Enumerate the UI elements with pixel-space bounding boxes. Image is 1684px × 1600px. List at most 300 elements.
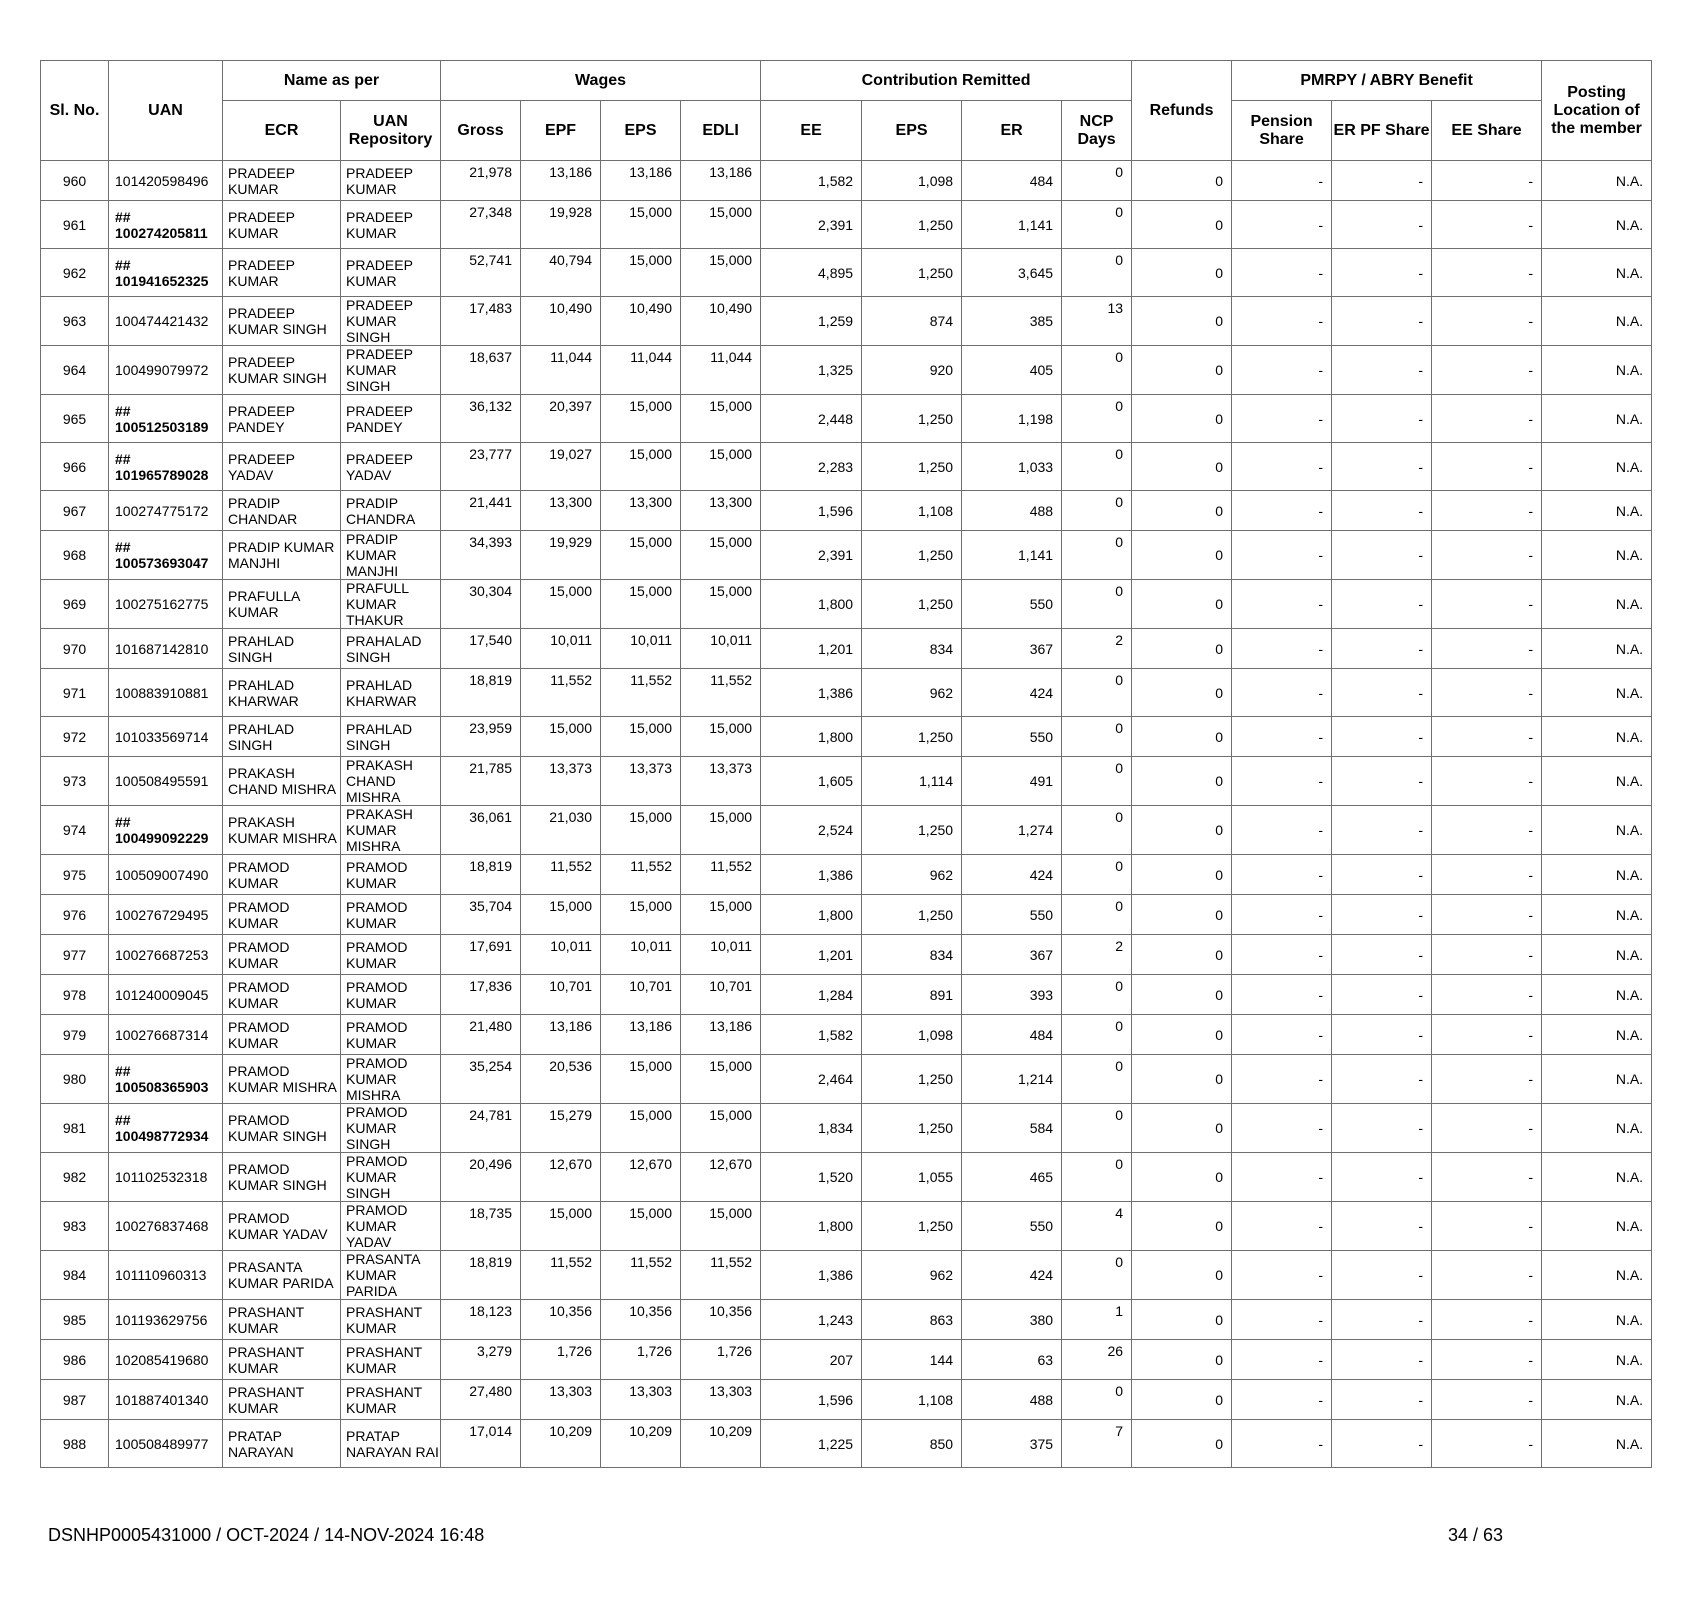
cell-gross: 52,741 bbox=[441, 249, 521, 297]
cell-er-pf-share: - bbox=[1332, 757, 1432, 806]
cell-name-ecr: PRASHANT KUMAR bbox=[223, 1300, 341, 1340]
cell-ee-share: - bbox=[1432, 161, 1542, 201]
cell-eps-contribution: 863 bbox=[862, 1300, 962, 1340]
cell-sl-no: 981 bbox=[41, 1104, 109, 1153]
cell-uan: 100275162775 bbox=[109, 580, 223, 629]
cell-pension-share: - bbox=[1232, 346, 1332, 395]
cell-gross: 23,959 bbox=[441, 717, 521, 757]
cell-epf: 10,701 bbox=[521, 975, 601, 1015]
cell-ncp-days: 2 bbox=[1062, 935, 1132, 975]
cell-eps-contribution: 1,250 bbox=[862, 443, 962, 491]
cell-eps: 10,011 bbox=[601, 629, 681, 669]
table-row bbox=[41, 161, 1652, 201]
cell-er: 375 bbox=[962, 1420, 1062, 1468]
cell-ee-share: - bbox=[1432, 1015, 1542, 1055]
cell-ncp-days: 0 bbox=[1062, 1104, 1132, 1153]
cell-uan: 101887401340 bbox=[109, 1380, 223, 1420]
cell-refunds: 0 bbox=[1132, 629, 1232, 669]
cell-uan: 101240009045 bbox=[109, 975, 223, 1015]
cell-ee: 1,284 bbox=[761, 975, 862, 1015]
table-row bbox=[41, 629, 1652, 669]
cell-refunds: 0 bbox=[1132, 806, 1232, 855]
cell-edli: 13,303 bbox=[681, 1380, 761, 1420]
cell-ee-share: - bbox=[1432, 855, 1542, 895]
cell-sl-no: 967 bbox=[41, 491, 109, 531]
cell-name-ecr: PRAHLAD SINGH bbox=[223, 717, 341, 757]
cell-eps: 15,000 bbox=[601, 580, 681, 629]
header-gross: Gross bbox=[441, 101, 521, 161]
cell-ncp-days: 0 bbox=[1062, 669, 1132, 717]
cell-name-uan-repository: PRADEEP PANDEY bbox=[341, 395, 441, 443]
cell-er: 367 bbox=[962, 935, 1062, 975]
cell-refunds: 0 bbox=[1132, 1340, 1232, 1380]
cell-ncp-days: 0 bbox=[1062, 1015, 1132, 1055]
cell-eps-contribution: 891 bbox=[862, 975, 962, 1015]
cell-uan: ## 100508365903 bbox=[109, 1055, 223, 1104]
cell-gross: 17,836 bbox=[441, 975, 521, 1015]
cell-epf: 13,300 bbox=[521, 491, 601, 531]
cell-posting-location: N.A. bbox=[1542, 855, 1652, 895]
table-row bbox=[41, 1153, 1652, 1202]
cell-eps: 13,186 bbox=[601, 1015, 681, 1055]
cell-eps-contribution: 1,098 bbox=[862, 1015, 962, 1055]
cell-eps: 11,552 bbox=[601, 669, 681, 717]
cell-eps: 13,300 bbox=[601, 491, 681, 531]
cell-eps-contribution: 1,250 bbox=[862, 1202, 962, 1251]
cell-gross: 18,637 bbox=[441, 346, 521, 395]
cell-ee-share: - bbox=[1432, 629, 1542, 669]
cell-uan: 100274775172 bbox=[109, 491, 223, 531]
cell-eps: 10,356 bbox=[601, 1300, 681, 1340]
cell-name-ecr: PRADIP KUMAR MANJHI bbox=[223, 531, 341, 580]
cell-eps-contribution: 874 bbox=[862, 297, 962, 346]
cell-er: 424 bbox=[962, 855, 1062, 895]
table-row bbox=[41, 491, 1652, 531]
header-eps: EPS bbox=[601, 101, 681, 161]
cell-ee-share: - bbox=[1432, 1202, 1542, 1251]
cell-sl-no: 966 bbox=[41, 443, 109, 491]
cell-sl-no: 972 bbox=[41, 717, 109, 757]
cell-refunds: 0 bbox=[1132, 1104, 1232, 1153]
table-row bbox=[41, 1380, 1652, 1420]
cell-eps: 15,000 bbox=[601, 1104, 681, 1153]
table-row bbox=[41, 1340, 1652, 1380]
cell-gross: 34,393 bbox=[441, 531, 521, 580]
cell-er-pf-share: - bbox=[1332, 717, 1432, 757]
header-ee: EE bbox=[761, 101, 862, 161]
cell-posting-location: N.A. bbox=[1542, 201, 1652, 249]
cell-er: 1,274 bbox=[962, 806, 1062, 855]
cell-edli: 15,000 bbox=[681, 395, 761, 443]
cell-epf: 15,000 bbox=[521, 717, 601, 757]
cell-refunds: 0 bbox=[1132, 1015, 1232, 1055]
cell-ee-share: - bbox=[1432, 1104, 1542, 1153]
cell-eps: 12,670 bbox=[601, 1153, 681, 1202]
cell-eps-contribution: 144 bbox=[862, 1340, 962, 1380]
cell-sl-no: 969 bbox=[41, 580, 109, 629]
cell-name-ecr: PRAMOD KUMAR bbox=[223, 935, 341, 975]
cell-edli: 10,011 bbox=[681, 935, 761, 975]
cell-eps-contribution: 1,250 bbox=[862, 1104, 962, 1153]
cell-eps-contribution: 1,250 bbox=[862, 531, 962, 580]
cell-posting-location: N.A. bbox=[1542, 249, 1652, 297]
cell-posting-location: N.A. bbox=[1542, 975, 1652, 1015]
header-posting-location: Posting Location of the member bbox=[1542, 61, 1652, 161]
cell-epf: 11,044 bbox=[521, 346, 601, 395]
cell-er: 550 bbox=[962, 717, 1062, 757]
cell-edli: 15,000 bbox=[681, 1202, 761, 1251]
cell-er-pf-share: - bbox=[1332, 443, 1432, 491]
cell-er: 488 bbox=[962, 1380, 1062, 1420]
cell-posting-location: N.A. bbox=[1542, 346, 1652, 395]
cell-name-uan-repository: PRASHANT KUMAR bbox=[341, 1300, 441, 1340]
cell-epf: 11,552 bbox=[521, 1251, 601, 1300]
cell-er-pf-share: - bbox=[1332, 1420, 1432, 1468]
cell-ee: 1,201 bbox=[761, 629, 862, 669]
cell-name-uan-repository: PRAKASH CHAND MISHRA bbox=[341, 757, 441, 806]
cell-ee-share: - bbox=[1432, 669, 1542, 717]
cell-eps-contribution: 834 bbox=[862, 935, 962, 975]
cell-uan: 100276837468 bbox=[109, 1202, 223, 1251]
cell-pension-share: - bbox=[1232, 1104, 1332, 1153]
cell-er: 550 bbox=[962, 580, 1062, 629]
cell-name-ecr: PRASHANT KUMAR bbox=[223, 1340, 341, 1380]
cell-posting-location: N.A. bbox=[1542, 1202, 1652, 1251]
cell-refunds: 0 bbox=[1132, 1380, 1232, 1420]
table-body bbox=[41, 161, 1652, 1468]
cell-uan: ## 101941652325 bbox=[109, 249, 223, 297]
cell-ee-share: - bbox=[1432, 1420, 1542, 1468]
cell-gross: 17,540 bbox=[441, 629, 521, 669]
cell-sl-no: 980 bbox=[41, 1055, 109, 1104]
cell-edli: 15,000 bbox=[681, 580, 761, 629]
cell-name-ecr: PRAMOD KUMAR bbox=[223, 975, 341, 1015]
cell-name-uan-repository: PRAMOD KUMAR bbox=[341, 935, 441, 975]
cell-ee: 1,582 bbox=[761, 161, 862, 201]
cell-pension-share: - bbox=[1232, 895, 1332, 935]
cell-pension-share: - bbox=[1232, 855, 1332, 895]
cell-eps: 11,552 bbox=[601, 1251, 681, 1300]
cell-name-ecr: PRADEEP PANDEY bbox=[223, 395, 341, 443]
cell-pension-share: - bbox=[1232, 669, 1332, 717]
cell-uan: 101033569714 bbox=[109, 717, 223, 757]
cell-ncp-days: 1 bbox=[1062, 1300, 1132, 1340]
cell-edli: 15,000 bbox=[681, 1104, 761, 1153]
cell-name-uan-repository: PRADEEP KUMAR SINGH bbox=[341, 297, 441, 346]
cell-posting-location: N.A. bbox=[1542, 161, 1652, 201]
cell-eps: 11,552 bbox=[601, 855, 681, 895]
cell-name-uan-repository: PRAMOD KUMAR YADAV bbox=[341, 1202, 441, 1251]
cell-sl-no: 962 bbox=[41, 249, 109, 297]
cell-ee-share: - bbox=[1432, 1055, 1542, 1104]
cell-eps-contribution: 1,250 bbox=[862, 249, 962, 297]
cell-sl-no: 976 bbox=[41, 895, 109, 935]
cell-er-pf-share: - bbox=[1332, 669, 1432, 717]
cell-gross: 18,819 bbox=[441, 855, 521, 895]
cell-ee: 1,201 bbox=[761, 935, 862, 975]
cell-refunds: 0 bbox=[1132, 297, 1232, 346]
cell-pension-share: - bbox=[1232, 1420, 1332, 1468]
cell-pension-share: - bbox=[1232, 1380, 1332, 1420]
cell-ncp-days: 7 bbox=[1062, 1420, 1132, 1468]
cell-er: 465 bbox=[962, 1153, 1062, 1202]
cell-posting-location: N.A. bbox=[1542, 1380, 1652, 1420]
cell-er: 1,141 bbox=[962, 201, 1062, 249]
cell-ncp-days: 0 bbox=[1062, 249, 1132, 297]
cell-eps-contribution: 1,250 bbox=[862, 717, 962, 757]
cell-pension-share: - bbox=[1232, 629, 1332, 669]
cell-refunds: 0 bbox=[1132, 935, 1232, 975]
cell-ncp-days: 0 bbox=[1062, 1153, 1132, 1202]
cell-gross: 27,348 bbox=[441, 201, 521, 249]
cell-refunds: 0 bbox=[1132, 531, 1232, 580]
cell-ee-share: - bbox=[1432, 1251, 1542, 1300]
cell-ee: 2,524 bbox=[761, 806, 862, 855]
cell-eps-contribution: 962 bbox=[862, 1251, 962, 1300]
cell-name-uan-repository: PRAMOD KUMAR MISHRA bbox=[341, 1055, 441, 1104]
cell-name-uan-repository: PRAHALAD SINGH bbox=[341, 629, 441, 669]
cell-posting-location: N.A. bbox=[1542, 297, 1652, 346]
cell-gross: 24,781 bbox=[441, 1104, 521, 1153]
cell-eps-contribution: 1,108 bbox=[862, 1380, 962, 1420]
cell-name-ecr: PRAHLAD KHARWAR bbox=[223, 669, 341, 717]
cell-eps: 11,044 bbox=[601, 346, 681, 395]
cell-name-ecr: PRAMOD KUMAR bbox=[223, 855, 341, 895]
cell-ncp-days: 0 bbox=[1062, 346, 1132, 395]
cell-ee: 1,596 bbox=[761, 1380, 862, 1420]
cell-pension-share: - bbox=[1232, 1015, 1332, 1055]
cell-refunds: 0 bbox=[1132, 395, 1232, 443]
cell-epf: 19,928 bbox=[521, 201, 601, 249]
header-ncp-days: NCP Days bbox=[1062, 101, 1132, 161]
cell-eps: 15,000 bbox=[601, 1202, 681, 1251]
cell-ncp-days: 0 bbox=[1062, 806, 1132, 855]
cell-er: 367 bbox=[962, 629, 1062, 669]
cell-er-pf-share: - bbox=[1332, 580, 1432, 629]
cell-epf: 21,030 bbox=[521, 806, 601, 855]
cell-sl-no: 977 bbox=[41, 935, 109, 975]
cell-sl-no: 960 bbox=[41, 161, 109, 201]
cell-gross: 23,777 bbox=[441, 443, 521, 491]
cell-name-uan-repository: PRADIP CHANDRA bbox=[341, 491, 441, 531]
table-row bbox=[41, 201, 1652, 249]
cell-er-pf-share: - bbox=[1332, 1104, 1432, 1153]
header-pension-share: Pension Share bbox=[1232, 101, 1332, 161]
table-row bbox=[41, 935, 1652, 975]
cell-er-pf-share: - bbox=[1332, 1380, 1432, 1420]
cell-eps-contribution: 1,114 bbox=[862, 757, 962, 806]
cell-er-pf-share: - bbox=[1332, 855, 1432, 895]
cell-gross: 30,304 bbox=[441, 580, 521, 629]
cell-name-ecr: PRADEEP KUMAR bbox=[223, 161, 341, 201]
cell-er: 1,198 bbox=[962, 395, 1062, 443]
cell-er: 424 bbox=[962, 669, 1062, 717]
cell-eps-contribution: 1,250 bbox=[862, 580, 962, 629]
table-row bbox=[41, 757, 1652, 806]
cell-sl-no: 986 bbox=[41, 1340, 109, 1380]
cell-epf: 15,279 bbox=[521, 1104, 601, 1153]
cell-name-ecr: PRADEEP KUMAR bbox=[223, 201, 341, 249]
cell-name-uan-repository: PRADIP KUMAR MANJHI bbox=[341, 531, 441, 580]
cell-eps-contribution: 920 bbox=[862, 346, 962, 395]
cell-eps: 13,303 bbox=[601, 1380, 681, 1420]
cell-uan: ## 100512503189 bbox=[109, 395, 223, 443]
cell-edli: 10,356 bbox=[681, 1300, 761, 1340]
cell-gross: 20,496 bbox=[441, 1153, 521, 1202]
cell-er: 1,214 bbox=[962, 1055, 1062, 1104]
cell-sl-no: 971 bbox=[41, 669, 109, 717]
cell-gross: 18,735 bbox=[441, 1202, 521, 1251]
cell-eps-contribution: 1,250 bbox=[862, 806, 962, 855]
cell-ee-share: - bbox=[1432, 201, 1542, 249]
cell-sl-no: 973 bbox=[41, 757, 109, 806]
cell-ncp-days: 0 bbox=[1062, 855, 1132, 895]
cell-posting-location: N.A. bbox=[1542, 1104, 1652, 1153]
cell-name-uan-repository: PRADEEP KUMAR SINGH bbox=[341, 346, 441, 395]
cell-uan: 100883910881 bbox=[109, 669, 223, 717]
cell-uan: 101420598496 bbox=[109, 161, 223, 201]
cell-edli: 13,300 bbox=[681, 491, 761, 531]
cell-name-ecr: PRADEEP KUMAR SINGH bbox=[223, 297, 341, 346]
cell-name-uan-repository: PRAMOD KUMAR bbox=[341, 975, 441, 1015]
cell-pension-share: - bbox=[1232, 1153, 1332, 1202]
cell-edli: 13,373 bbox=[681, 757, 761, 806]
cell-ee: 2,283 bbox=[761, 443, 862, 491]
cell-refunds: 0 bbox=[1132, 895, 1232, 935]
cell-er-pf-share: - bbox=[1332, 1251, 1432, 1300]
cell-posting-location: N.A. bbox=[1542, 1055, 1652, 1104]
table-row bbox=[41, 580, 1652, 629]
cell-pension-share: - bbox=[1232, 249, 1332, 297]
cell-ncp-days: 0 bbox=[1062, 1251, 1132, 1300]
cell-name-ecr: PRADEEP KUMAR SINGH bbox=[223, 346, 341, 395]
table-row bbox=[41, 443, 1652, 491]
cell-refunds: 0 bbox=[1132, 1420, 1232, 1468]
cell-edli: 15,000 bbox=[681, 443, 761, 491]
cell-epf: 10,356 bbox=[521, 1300, 601, 1340]
table-row bbox=[41, 395, 1652, 443]
cell-ncp-days: 0 bbox=[1062, 757, 1132, 806]
cell-name-uan-repository: PRAHLAD KHARWAR bbox=[341, 669, 441, 717]
cell-pension-share: - bbox=[1232, 1251, 1332, 1300]
cell-name-ecr: PRASHANT KUMAR bbox=[223, 1380, 341, 1420]
cell-pension-share: - bbox=[1232, 975, 1332, 1015]
cell-er-pf-share: - bbox=[1332, 249, 1432, 297]
cell-name-uan-repository: PRATAP NARAYAN RAI bbox=[341, 1420, 441, 1468]
cell-epf: 10,490 bbox=[521, 297, 601, 346]
cell-eps-contribution: 962 bbox=[862, 669, 962, 717]
cell-gross: 21,785 bbox=[441, 757, 521, 806]
cell-posting-location: N.A. bbox=[1542, 717, 1652, 757]
cell-sl-no: 987 bbox=[41, 1380, 109, 1420]
cell-eps: 15,000 bbox=[601, 806, 681, 855]
header-uan: UAN bbox=[109, 61, 223, 161]
cell-pension-share: - bbox=[1232, 1055, 1332, 1104]
header-wages: Wages bbox=[441, 61, 761, 101]
cell-er: 550 bbox=[962, 1202, 1062, 1251]
cell-ncp-days: 0 bbox=[1062, 161, 1132, 201]
cell-er-pf-share: - bbox=[1332, 1340, 1432, 1380]
cell-name-uan-repository: PRADEEP KUMAR bbox=[341, 249, 441, 297]
cell-posting-location: N.A. bbox=[1542, 491, 1652, 531]
cell-ncp-days: 0 bbox=[1062, 443, 1132, 491]
cell-uan: 100508489977 bbox=[109, 1420, 223, 1468]
cell-er: 550 bbox=[962, 895, 1062, 935]
cell-uan: 100276687253 bbox=[109, 935, 223, 975]
cell-edli: 11,552 bbox=[681, 855, 761, 895]
cell-ee: 2,391 bbox=[761, 201, 862, 249]
cell-uan: ## 100499092229 bbox=[109, 806, 223, 855]
cell-edli: 15,000 bbox=[681, 806, 761, 855]
cell-eps-contribution: 1,250 bbox=[862, 895, 962, 935]
cell-pension-share: - bbox=[1232, 297, 1332, 346]
cell-refunds: 0 bbox=[1132, 1055, 1232, 1104]
cell-uan: ## 100573693047 bbox=[109, 531, 223, 580]
cell-refunds: 0 bbox=[1132, 717, 1232, 757]
table-row bbox=[41, 1015, 1652, 1055]
cell-epf: 10,011 bbox=[521, 629, 601, 669]
cell-edli: 10,011 bbox=[681, 629, 761, 669]
cell-name-ecr: PRAMOD KUMAR SINGH bbox=[223, 1153, 341, 1202]
cell-name-uan-repository: PRAKASH KUMAR MISHRA bbox=[341, 806, 441, 855]
header-epf: EPF bbox=[521, 101, 601, 161]
cell-ee: 1,243 bbox=[761, 1300, 862, 1340]
cell-name-uan-repository: PRADEEP KUMAR bbox=[341, 161, 441, 201]
cell-edli: 15,000 bbox=[681, 201, 761, 249]
cell-er: 484 bbox=[962, 1015, 1062, 1055]
cell-ncp-days: 2 bbox=[1062, 629, 1132, 669]
cell-pension-share: - bbox=[1232, 717, 1332, 757]
table-row bbox=[41, 1300, 1652, 1340]
cell-refunds: 0 bbox=[1132, 346, 1232, 395]
cell-er: 424 bbox=[962, 1251, 1062, 1300]
cell-name-ecr: PRADIP CHANDAR bbox=[223, 491, 341, 531]
header-refunds: Refunds bbox=[1132, 61, 1232, 161]
cell-eps-contribution: 834 bbox=[862, 629, 962, 669]
cell-er-pf-share: - bbox=[1332, 935, 1432, 975]
cell-gross: 17,014 bbox=[441, 1420, 521, 1468]
header-er: ER bbox=[962, 101, 1062, 161]
cell-name-uan-repository: PRASHANT KUMAR bbox=[341, 1380, 441, 1420]
cell-edli: 15,000 bbox=[681, 531, 761, 580]
cell-ncp-days: 0 bbox=[1062, 975, 1132, 1015]
cell-refunds: 0 bbox=[1132, 975, 1232, 1015]
cell-gross: 21,480 bbox=[441, 1015, 521, 1055]
cell-name-ecr: PRADEEP KUMAR bbox=[223, 249, 341, 297]
cell-ee: 2,464 bbox=[761, 1055, 862, 1104]
cell-name-ecr: PRAMOD KUMAR bbox=[223, 895, 341, 935]
cell-sl-no: 984 bbox=[41, 1251, 109, 1300]
cell-er-pf-share: - bbox=[1332, 895, 1432, 935]
cell-gross: 36,061 bbox=[441, 806, 521, 855]
cell-pension-share: - bbox=[1232, 443, 1332, 491]
cell-epf: 19,929 bbox=[521, 531, 601, 580]
cell-ee-share: - bbox=[1432, 491, 1542, 531]
cell-er: 393 bbox=[962, 975, 1062, 1015]
cell-gross: 18,123 bbox=[441, 1300, 521, 1340]
cell-sl-no: 968 bbox=[41, 531, 109, 580]
cell-gross: 18,819 bbox=[441, 1251, 521, 1300]
cell-ee-share: - bbox=[1432, 346, 1542, 395]
cell-pension-share: - bbox=[1232, 1300, 1332, 1340]
cell-ee: 1,605 bbox=[761, 757, 862, 806]
cell-er-pf-share: - bbox=[1332, 395, 1432, 443]
header-name-as-per: Name as per bbox=[223, 61, 441, 101]
cell-eps: 15,000 bbox=[601, 1055, 681, 1104]
cell-gross: 36,132 bbox=[441, 395, 521, 443]
header-ee-share: EE Share bbox=[1432, 101, 1542, 161]
cell-gross: 35,704 bbox=[441, 895, 521, 935]
